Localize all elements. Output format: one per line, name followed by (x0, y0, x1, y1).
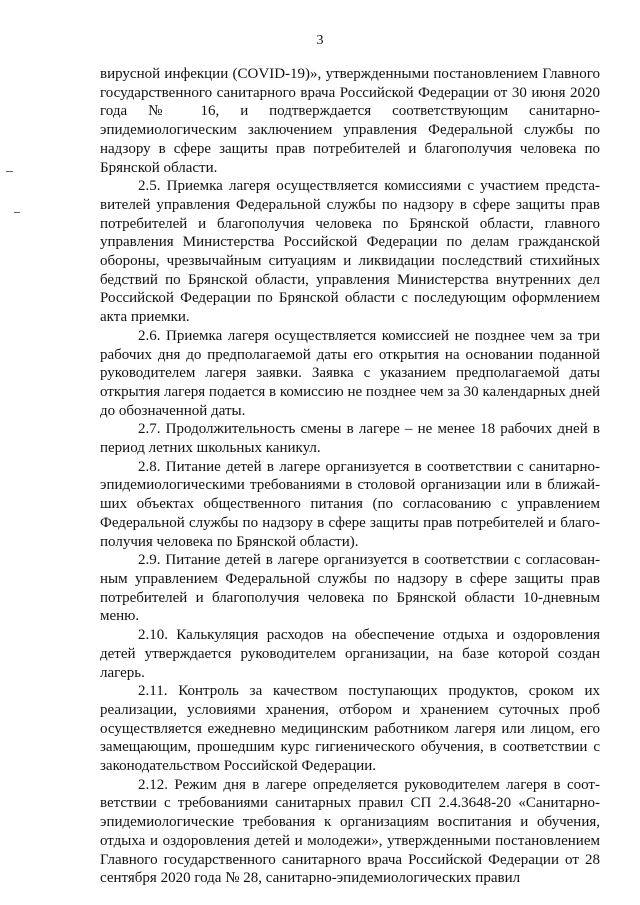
paragraph: 2.7. Продолжительность смены в лагере – не менее 18 рабочих дней в период летних школьных каникул. (100, 421, 600, 457)
margin-mark (6, 171, 13, 172)
page-number: 3 (316, 33, 324, 48)
document-body (100, 65, 600, 888)
paragraph: 2.5. Приемка лагеря осуществляется комиссиями с участием представителей управления Федеральной службы по надзору в сфере защиты прав потребителей и благополучия человека по Брянской области, главного управления Министерства Российской Федерации по делам гражданской обороны, чрезвычайным ситуациям и ликвидации последствий стихийных бедствий по Брянской области, управления Министерства внутренних дел Российской Федерации по Брянской области с последующим оформлением акта приемки. (100, 178, 600, 326)
paragraph: 2.6. Приемка лагеря осуществляется комиссией не позднее чем за три рабочих дня до предполагаемой даты его открытия на основании поданной руководителем лагеря заявки. Заявка с указанием предполагаемой даты открытия лагеря подается в комиссию не позднее чем за 30 календарных дней до обозначенной даты. (100, 327, 600, 419)
margin-mark (14, 212, 20, 213)
paragraph: 2.12. Режим дня в лагере определяется руководителем лагеря в соответствии с требованиями санитарных правил СП 2.4.3648-20 «Санитарно-эпидемиологические требования к организациям воспитания и обучения, отдыха и оздоровления детей и молодежи», утвержденными постановлением Главного государственного санитарного врача Российской Федерации от 28 сентября 2020 года № 28, санитарно-эпидемиологических правил (100, 776, 600, 887)
paragraph: 2.9. Питание детей в лагере организуется в соответствии с согласованным управлением Федеральной службы по надзору в сфере защиты прав потребителей и благополучия человека по Брянской области 10-дневным меню. (100, 552, 600, 625)
paragraph: 2.11. Контроль за качеством поступающих продуктов, сроком их реализации, условиями хранения, отбором и хранением суточных проб осуществляется ежедневно медицинским работником лагеря или лицом, его замещающим, прошедшим курс гигиенического обучения, в соответствии с законодательством Российской Федерации. (100, 683, 600, 775)
paragraph: вирусной инфекции (COVID-19)», утвержденными постановлением Главного государственного санитарного врача Российской Федерации от 30 июня 2020 года № 16, и подтверждается соответствующим санитарно-эпидемиологическим заключением управления Федеральной службы по надзору в сфере защиты прав потребителей и благополучия человека по Брянской области. (100, 66, 600, 176)
paragraph: 2.8. Питание детей в лагере организуется в соответствии с санитарно-эпидемиологическими требованиями в столовой организации или в ближайших объектах общественного питания (по согласованию с управлением Федеральной службы по надзору в сфере защиты прав потребителей и благополучия человека по Брянской области). (100, 458, 600, 550)
paragraph: 2.10. Калькуляция расходов на обеспечение отдыха и оздоровления детей утверждается руководителем организации, на базе которой создан лагерь. (100, 627, 600, 681)
